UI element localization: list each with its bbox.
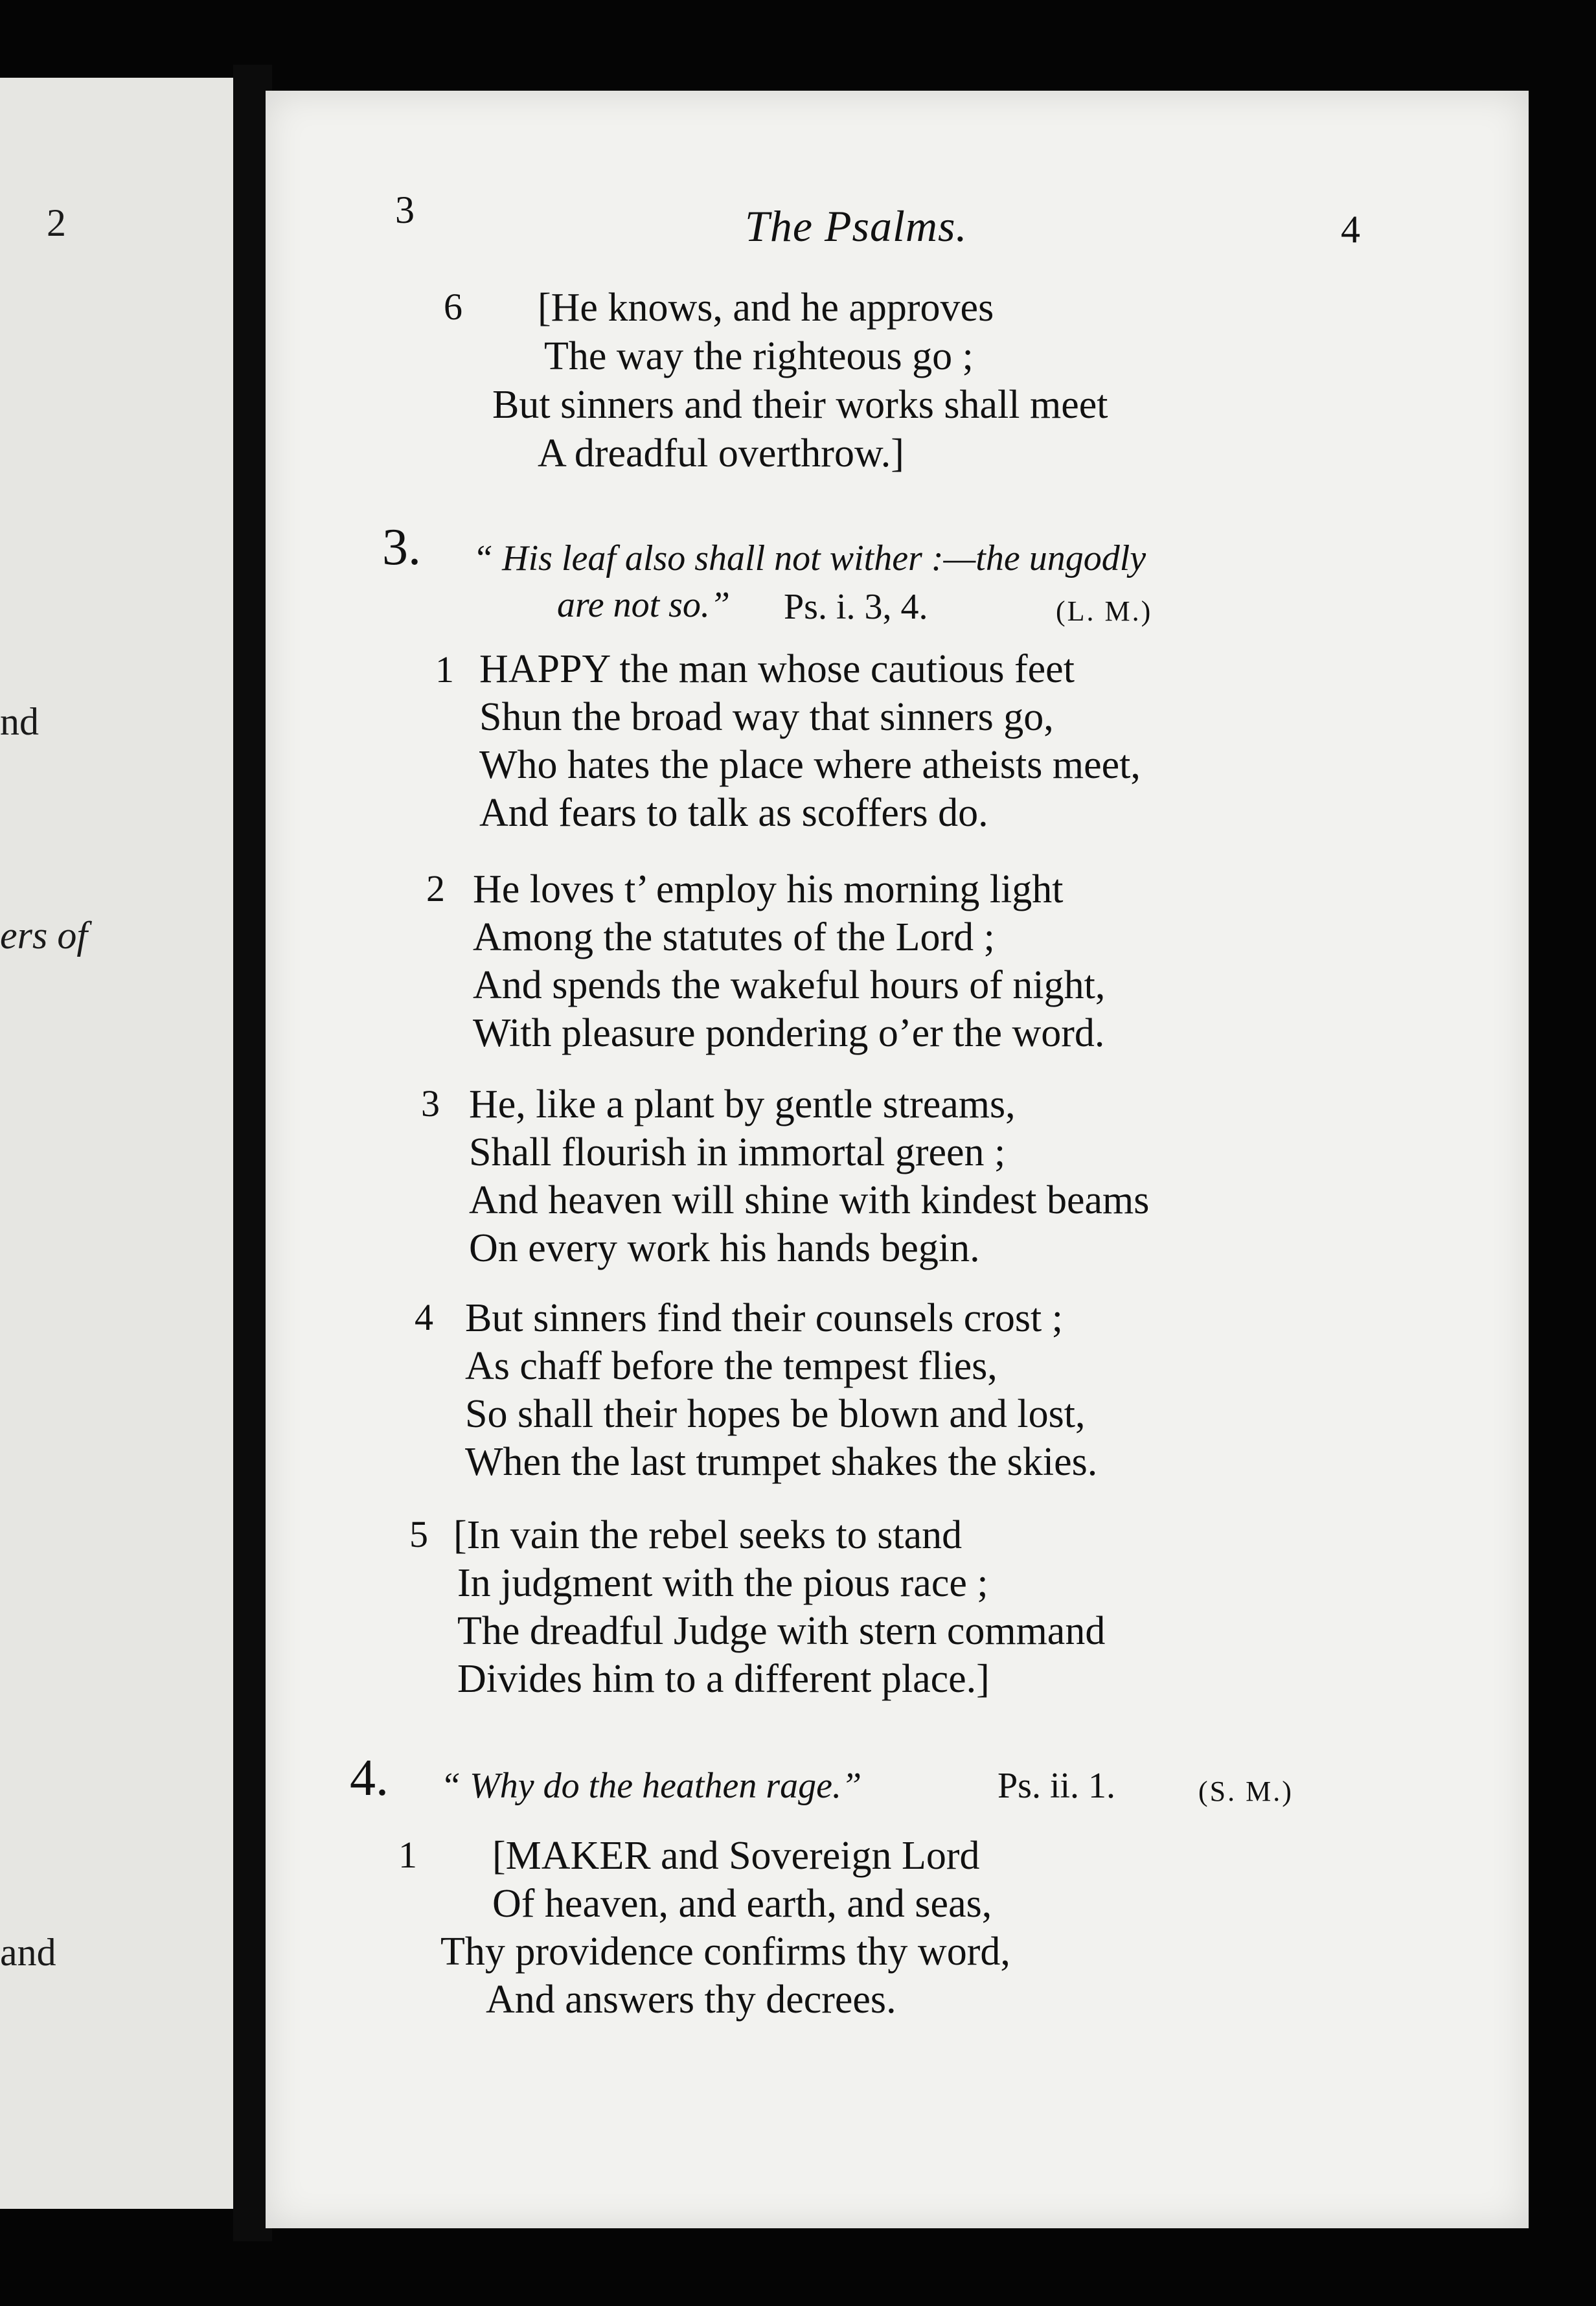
left-page-text-fragment: nd	[0, 700, 39, 743]
stanza-number: 1	[398, 1834, 417, 1876]
verse-line: With pleasure pondering o’er the word.	[473, 1011, 1105, 1055]
page-title: The Psalms.	[745, 201, 968, 251]
verse-line: A dreadful overthrow.]	[538, 431, 904, 475]
verse-line: He, like a plant by gentle streams,	[469, 1082, 1016, 1126]
stanza-number: 2	[426, 867, 445, 909]
verse-line: But sinners find their counsels crost ;	[465, 1296, 1063, 1340]
verse-line: But sinners and their works shall meet	[492, 383, 1108, 427]
hymn-number: 4.	[350, 1750, 389, 1807]
verse-line: Who hates the place where atheists meet,	[479, 743, 1141, 787]
header-left-number: 3	[395, 188, 415, 231]
stanza-number: 5	[409, 1513, 428, 1555]
verse-line: [In vain the rebel seeks to stand	[453, 1513, 963, 1557]
hymn-title: “ His leaf also shall not wither :—the ungodly	[473, 538, 1146, 578]
header-right-number: 4	[1341, 208, 1360, 251]
hymn-title-continued: are not so.”	[557, 585, 731, 625]
stanza-number: 6	[444, 286, 462, 328]
book-page	[266, 91, 1529, 2228]
hymn-number: 3.	[382, 519, 421, 576]
verse-line: [MAKER and Sovereign Lord	[492, 1834, 980, 1878]
verse-line: And answers thy decrees.	[486, 1978, 896, 2022]
verse-line: Of heaven, and earth, and seas,	[492, 1882, 992, 1926]
verse-line: When the last trumpet shakes the skies.	[465, 1440, 1098, 1484]
stanza-number: 1	[435, 648, 454, 691]
verse-line: Shall flourish in immortal green ;	[469, 1130, 1006, 1174]
left-page-number: 2	[47, 201, 66, 244]
verse-line: HAPPY the man whose cautious feet	[479, 647, 1075, 691]
verse-line: On every work his hands begin.	[469, 1226, 980, 1270]
verse-line: Among the statutes of the Lord ;	[473, 915, 995, 959]
left-page-text-fragment: ers of	[0, 914, 87, 957]
verse-line: As chaff before the tempest flies,	[465, 1344, 998, 1388]
verse-line: [He knows, and he approves	[538, 286, 994, 330]
verse-line: He loves t’ employ his morning light	[473, 867, 1064, 911]
verse-line: So shall their hopes be blown and lost,	[465, 1392, 1086, 1436]
stanza-number: 4	[415, 1296, 433, 1338]
verse-line: And heaven will shine with kindest beams	[469, 1178, 1150, 1222]
verse-line: The dreadful Judge with stern command	[457, 1609, 1106, 1653]
verse-line: In judgment with the pious race ;	[457, 1561, 988, 1605]
scripture-reference: Ps. i. 3, 4.	[784, 587, 928, 627]
verse-line: Thy providence confirms thy word,	[440, 1930, 1010, 1974]
meter-label: (L. M.)	[1056, 595, 1153, 627]
left-page-text-fragment: and	[0, 1931, 56, 1974]
stanza-number: 3	[421, 1082, 440, 1124]
verse-line: Divides him to a different place.]	[457, 1657, 990, 1701]
verse-line: And fears to talk as scoffers do.	[479, 791, 988, 835]
scripture-reference: Ps. ii. 1.	[998, 1766, 1116, 1806]
left-page-fragment	[0, 78, 240, 2209]
hymn-title: “ Why do the heathen rage.”	[440, 1766, 862, 1806]
verse-line: The way the righteous go ;	[544, 334, 974, 378]
verse-line: Shun the broad way that sinners go,	[479, 695, 1054, 739]
meter-label: (S. M.)	[1198, 1775, 1294, 1807]
verse-line: And spends the wakeful hours of night,	[473, 963, 1106, 1007]
